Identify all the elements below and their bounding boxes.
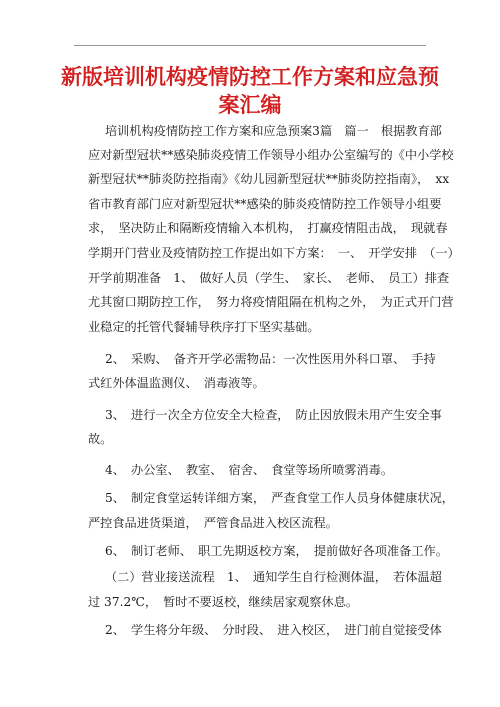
body-line: 4、 办公室、 教室、 宿舍、 食堂等场所喷雾消毒。 [105, 463, 394, 477]
body-line: 业稳定的托管代餐辅导秩序打下坚实基础。 [88, 320, 320, 334]
body-line: 2、 采购、 备齐开学必需物品：一次性医用外科口罩、 手持 [105, 352, 436, 366]
body-line: 3、 进行一次全方位安全大检查， 防止因放假未用产生安全事 [105, 408, 442, 422]
body-line: 5、 制定食堂运转详细方案， 严查食堂工作人员身体健康状况， [105, 491, 454, 505]
body-line: 新型冠状**肺炎防控指南》《幼儿园新型冠状**肺炎防控指南》， xx [88, 172, 450, 186]
body-line: 开学前期准备 1、 做好人员（学生、 家长、 老师、 员工）排查 [88, 271, 450, 285]
body-line: 求， 坚决防止和隔断疫情输入本机构， 打赢疫情阻击战， 现就春 [88, 221, 448, 235]
body-line: 严控食品进货渠道， 严管食品进入校区流程。 [88, 516, 338, 530]
body-line: （二）营业接送流程 1、 通知学生自行检测体温， 若体温超 [105, 570, 442, 584]
body-line: 尤其窗口期防控工作， 努力将疫情阻隔在机构之外， 为正式开门营 [88, 295, 454, 309]
document-title-line-2: 案汇编 [218, 92, 282, 117]
body-line: 过 37.2℃， 暂时不要返校，继续居家观察休息。 [88, 595, 359, 609]
body-line: 故。 [88, 432, 113, 446]
body-line: 省市教育部门应对新型冠状**感染的肺炎疫情防控工作领导小组要 [88, 197, 442, 211]
body-line: 培训机构疫情防控工作方案和应急预案3篇 篇一 根据教育部 [105, 124, 442, 138]
body-line: 应对新型冠状**感染肺炎疫情工作领导小组办公室编写的《中小学校 [88, 148, 454, 162]
body-line: 2、 学生将分年级、 分时段、 进入校区， 进门前自觉接受体 [105, 623, 442, 637]
body-line: 式红外体温监测仪、 消毒液等。 [88, 376, 265, 390]
document-title-line-1: 新版培训机构疫情防控工作方案和应急预 [61, 64, 439, 89]
header-divider [74, 45, 426, 46]
body-line: 学期开门营业及疫情防控工作提出如下方案： 一、 开学安排 （一） [88, 246, 460, 260]
body-line: 6、 制订老师、 职工先期返校方案， 提前做好各项准备工作。 [105, 544, 448, 558]
